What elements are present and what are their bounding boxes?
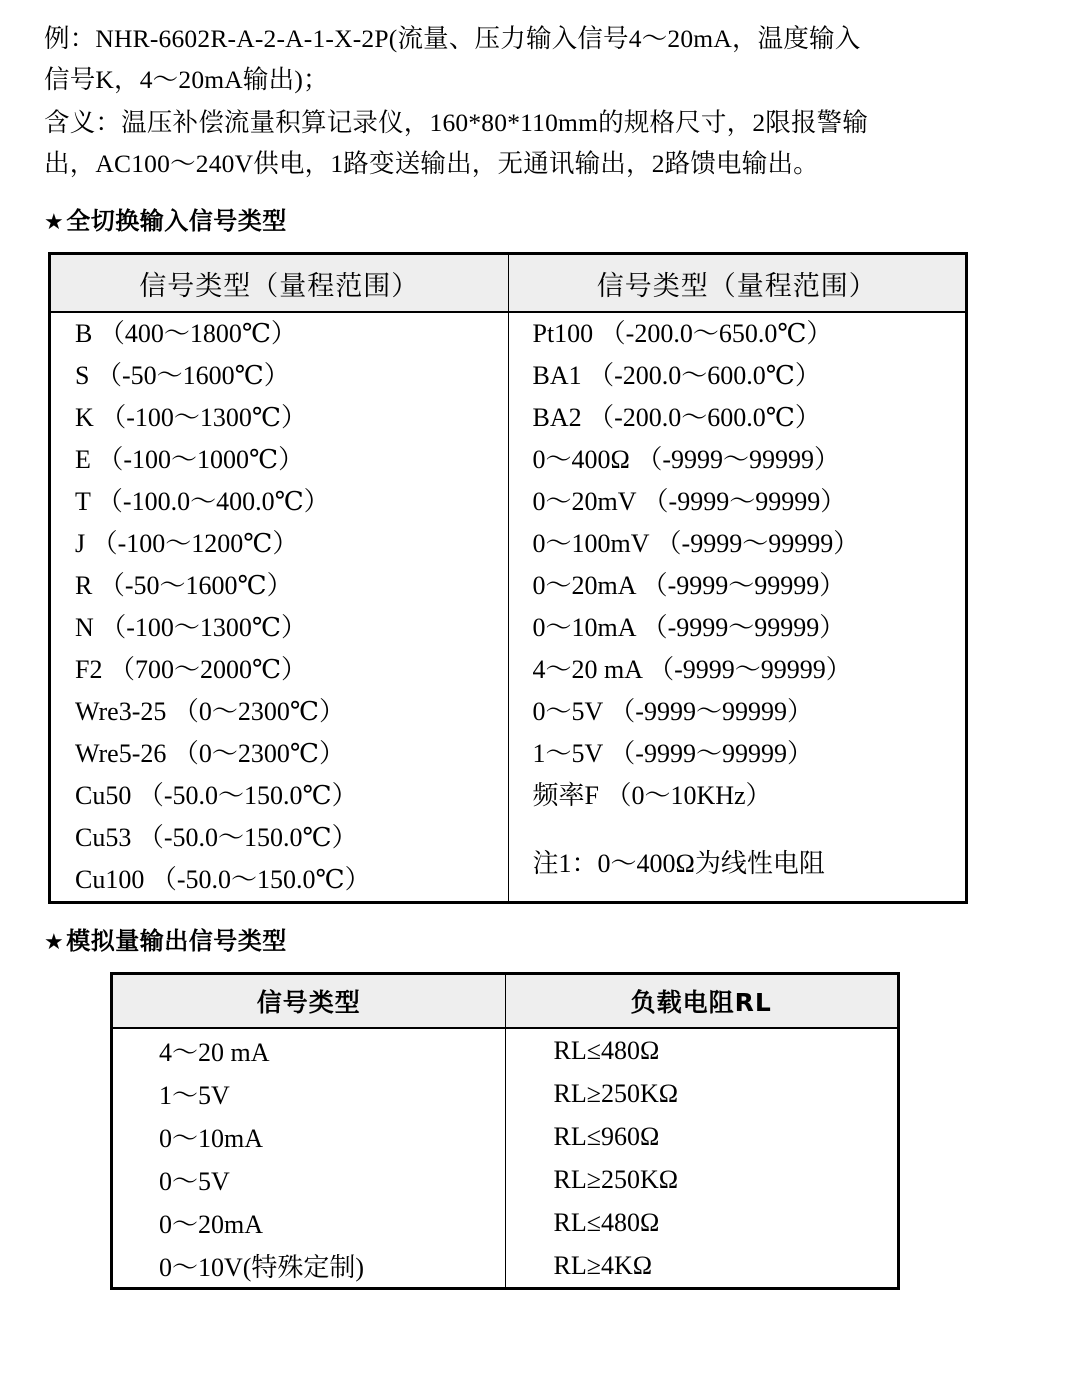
table-row: [112, 1028, 899, 1072]
star-bullet-icon: ★: [44, 210, 65, 235]
left-signal-list: [50, 312, 509, 903]
section-heading-input-signals: [44, 206, 1036, 238]
list-item: S （-50～1600℃）: [75, 361, 290, 390]
list-item: BA2 （-200.0～600.0℃）: [532, 403, 821, 432]
list-item: F2 （700～2000℃）: [75, 655, 308, 684]
cell-signal: 1～5V: [112, 1072, 506, 1115]
cell-signal: 0～10V(特殊定制): [112, 1244, 506, 1289]
header-signal-type-left: 信号类型（量程范围）: [50, 254, 509, 313]
table-row: [112, 1244, 899, 1289]
input-signal-table: [48, 252, 968, 904]
cell-load: RL≥250KΩ: [505, 1158, 899, 1201]
list-item: Cu100 （-50.0～150.0℃）: [75, 865, 371, 894]
list-item: 0～400Ω （-9999～99999）: [532, 445, 840, 474]
section1-title: 全切换输入信号类型: [66, 207, 287, 235]
list-item: N （-100～1300℃）: [75, 613, 308, 642]
cell-load: RL≥4KΩ: [505, 1244, 899, 1289]
meaning-paragraph: [44, 102, 1036, 184]
cell-load: RL≤480Ω: [505, 1201, 899, 1244]
analog-output-table: [110, 972, 900, 1290]
cell-signal: 0～20mA: [112, 1201, 506, 1244]
example-line-2: 信号K，4～20mA输出)；: [44, 65, 329, 94]
header-signal-type-right: 信号类型（量程范围）: [508, 254, 967, 313]
list-item: 0～20mV （-9999～99999）: [532, 487, 847, 516]
table-row: [112, 1201, 899, 1244]
table-row: [112, 1158, 899, 1201]
list-item: 0～100mV （-9999～99999）: [532, 529, 860, 558]
section-heading-analog-output: [44, 926, 1036, 958]
cell-load: RL≤960Ω: [505, 1115, 899, 1158]
list-item: E （-100～1000℃）: [75, 445, 305, 474]
star-bullet-icon: ★: [44, 930, 65, 955]
meaning-line-1: 含义：温压补偿流量积算记录仪，160*80*110mm的规格尺寸，2限报警输: [44, 108, 869, 137]
example-line-1: 例：NHR-6602R-A-2-A-1-X-2P(流量、压力输入信号4～20mA，温度输入: [44, 24, 861, 53]
list-item: 0～20mA （-9999～99999）: [532, 571, 846, 600]
list-item: B （400～1800℃）: [75, 319, 297, 348]
example-paragraph: [44, 18, 1036, 100]
section2-title: 模拟量输出信号类型: [66, 927, 287, 955]
right-signal-list: [508, 312, 967, 903]
list-item: Cu50 （-50.0～150.0℃）: [75, 781, 358, 810]
list-item: J （-100～1200℃）: [75, 529, 299, 558]
list-item: 频率F （0～10KHz）: [532, 781, 772, 810]
cell-signal: 0～5V: [112, 1158, 506, 1201]
list-item: Wre3-25 （0～2300℃）: [75, 697, 345, 726]
cell-signal: 4～20 mA: [112, 1028, 506, 1072]
list-item: Wre5-26 （0～2300℃）: [75, 739, 345, 768]
list-item: Pt100 （-200.0～650.0℃）: [532, 319, 833, 348]
list-item: R （-50～1600℃）: [75, 571, 293, 600]
table-note: 注1：0～400Ω为线性电阻: [532, 849, 825, 878]
list-item: 4～20 mA （-9999～99999）: [532, 655, 852, 684]
header-load-resistance: 负载电阻RL: [505, 974, 899, 1029]
table-body-row: [50, 312, 967, 903]
cell-load: RL≤480Ω: [505, 1028, 899, 1072]
table-header-row: [112, 974, 899, 1029]
list-item: 1～5V （-9999～99999）: [532, 739, 813, 768]
list-item: K （-100～1300℃）: [75, 403, 308, 432]
header-signal-type: 信号类型: [112, 974, 506, 1029]
list-item: 0～10mA （-9999～99999）: [532, 613, 846, 642]
table-row: [112, 1072, 899, 1115]
list-item: T （-100.0～400.0℃）: [75, 487, 330, 516]
list-item: 0～5V （-9999～99999）: [532, 697, 813, 726]
meaning-line-2: 出，AC100～240V供电，1路变送输出，无通讯输出，2路馈电输出。: [44, 149, 819, 178]
cell-signal: 0～10mA: [112, 1115, 506, 1158]
table-row: [112, 1115, 899, 1158]
list-item: Cu53 （-50.0～150.0℃）: [75, 823, 358, 852]
intro-text: [44, 18, 1036, 184]
table-header-row: [50, 254, 967, 313]
list-item: BA1 （-200.0～600.0℃）: [532, 361, 821, 390]
cell-load: RL≥250KΩ: [505, 1072, 899, 1115]
